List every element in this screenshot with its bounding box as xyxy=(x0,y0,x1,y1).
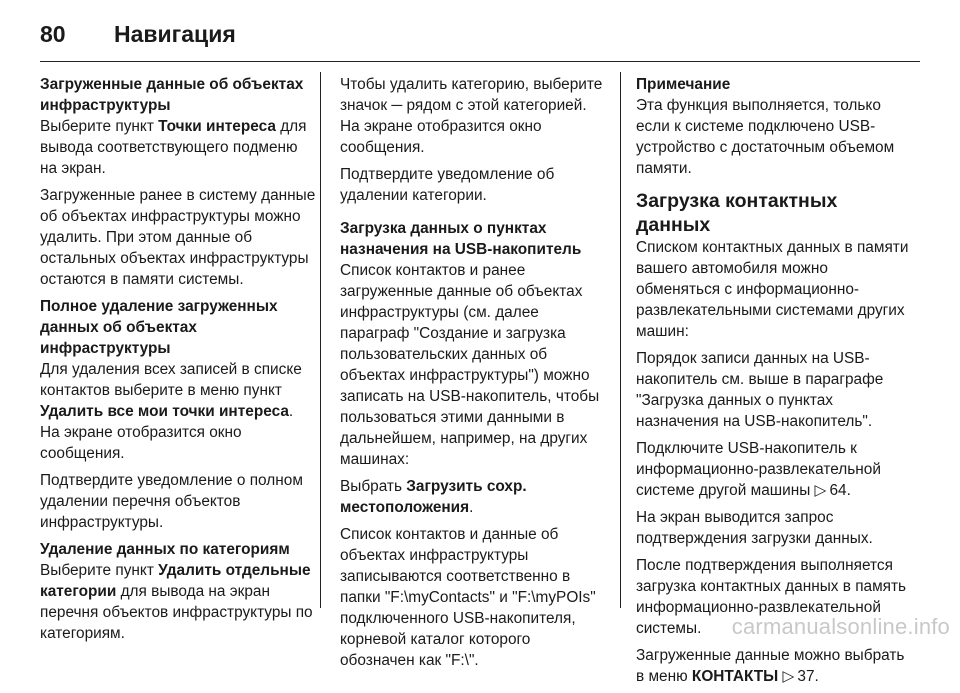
paragraph: Список контактов и ранее загруженные данные об объектах инфраструктуры (см. далее параграф "Создание и загрузка пользовательских данных об объектах инфраструктуры") можно записать на USB-накопитель, чтобы пользоваться этими данными в дальнейшем, например, на других машинах: xyxy=(340,262,600,468)
menu-item-ref: Загрузить сохр. местоположения xyxy=(340,478,527,516)
page-header xyxy=(40,14,236,54)
page-ref: 64 xyxy=(829,482,847,499)
paragraph: Порядок записи данных на USB-накопитель см. выше в параграфе "Загрузка данных о пунктах назначения на USB-накопитель". xyxy=(636,350,884,430)
menu-item-ref: Точки интереса xyxy=(158,118,276,135)
paragraph: После подтверждения выполняется загрузка контактных данных в память информационно-развлекательной системы. xyxy=(636,557,907,637)
menu-item-ref: КОНТАКТЫ xyxy=(691,668,779,685)
note-text: Эта функция выполняется, только если к системе подключено USB-устройство с достаточным объемом памяти. xyxy=(636,97,895,177)
paragraph: Загруженные данные можно выбрать в меню КОНТАКТЫ ▷ 37. xyxy=(636,647,905,685)
paragraph: Списком контактных данных в памяти вашего автомобиля можно обменяться с информационно-развлекательными системами других машин: xyxy=(636,239,909,340)
page-number: 80 xyxy=(40,20,66,47)
menu-item-ref: Удалить все мои точки интереса xyxy=(40,403,289,420)
section-heading: Полное удаление загруженных данных об объектах инфраструктуры xyxy=(40,298,278,357)
paragraph: Подтвердите уведомление об удалении категории. xyxy=(340,166,555,204)
note-title: Примечание xyxy=(636,76,731,93)
column-divider xyxy=(320,72,321,608)
page-ref-arrow-icon: ▷ xyxy=(782,668,795,685)
page-ref-arrow-icon: ▷ xyxy=(814,482,827,499)
column-1 xyxy=(40,74,316,650)
paragraph: На экран выводится запрос подтверждения загрузки данных. xyxy=(636,509,873,547)
section-heading: Удаление данных по категориям xyxy=(40,541,290,558)
watermark: carmanualsonline.info xyxy=(731,614,950,639)
paragraph: Для удаления всех записей в списке контактов выберите в меню пункт Удалить все мои точки интереса. На экране отобразится окно сообщения. xyxy=(40,361,302,462)
paragraph: Подтвердите уведомление о полном удалении перечня объектов инфраструктуры. xyxy=(40,472,303,531)
section-heading: Загруженные данные об объектах инфраструктуры xyxy=(40,76,304,114)
paragraph: Загруженные ранее в систему данные об объектах инфраструктуры можно удалить. При этом данные об остальных объектах инфраструктуры остаются в памяти системы. xyxy=(40,187,316,288)
section-heading-large: Загрузка контактных данных xyxy=(636,190,838,236)
paragraph: Выберите пункт Точки интереса для вывода соответствующего подменю на экран. xyxy=(40,118,307,177)
paragraph: Список контактов и данные об объектах инфраструктуры записываются соответственно в папки "F:\myContacts" и "F:\myPOIs" подключенного USB-накопителя, корневой каталог которого обозначен как "F:\". xyxy=(340,526,596,669)
section-heading: Загрузка данных о пунктах назначения на USB-накопитель xyxy=(340,220,582,258)
header-divider xyxy=(40,61,920,62)
paragraph: Выберите пункт Удалить отдельные категории для вывода на экран перечня объектов инфраструктуры по категориям. xyxy=(40,562,313,642)
paragraph: Выбрать Загрузить сохр. местоположения. xyxy=(340,478,527,516)
page-title: Навигация xyxy=(114,20,236,47)
column-3 xyxy=(636,74,914,693)
menu-item-ref: Удалить отдельные категории xyxy=(40,562,311,600)
column-2 xyxy=(340,74,608,677)
paragraph: Подключите USB-накопитель к информационно-развлекательной системе другой машины ▷ 64. xyxy=(636,440,881,499)
page-ref: 37 xyxy=(797,668,815,685)
column-divider xyxy=(620,72,621,608)
paragraph: Чтобы удалить категорию, выберите значок ─ рядом с этой категорией. На экране отобразится окно сообщения. xyxy=(340,76,603,156)
